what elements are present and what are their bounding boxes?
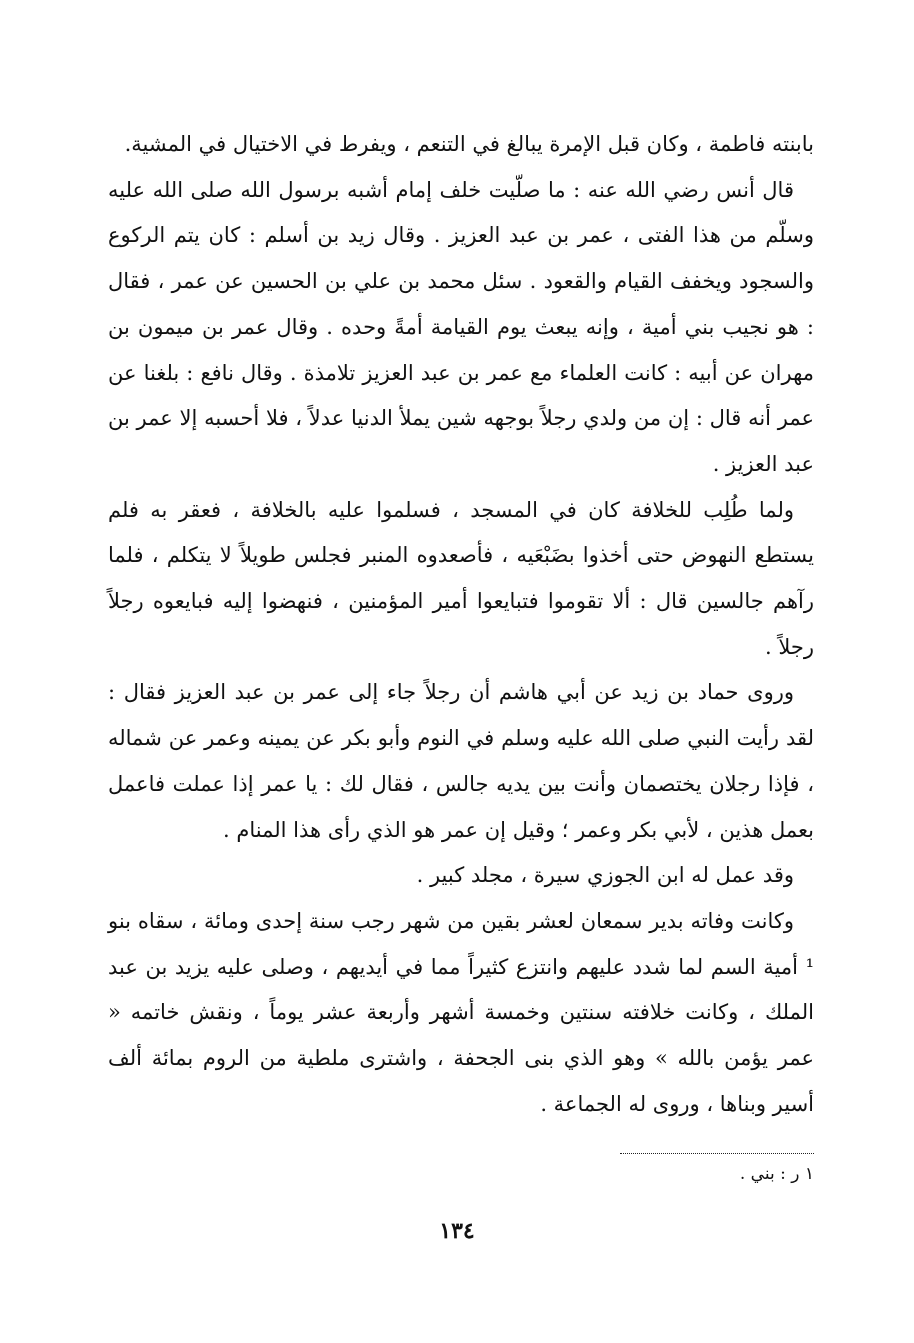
- paragraph-2: قال أنس رضي الله عنه : ما صلّيت خلف إمام أشبه برسول الله صلى الله عليه وسلّم من هذا الفتى ، عمر بن عبد العزيز . وقال زيد بن أسلم : كان يتم الركوع والسجود ويخفف القيام والقعود . سئل محمد بن علي بن الحسين عن عمر ، فقال : هو نجيب بني أمية ، وإنه يبعث يوم القيامة أمةً وحده . وقال عمر بن ميمون بن مهران عن أبيه : كانت العلماء مع عمر بن عبد العزيز تلامذة . وقال نافع : بلغنا عن عمر أنه قال : إن من ولدي رجلاً بوجهه شين يملأ الدنيا عدلاً ، فلا أحسبه إلا عمر بن عبد العزيز .: [108, 177, 814, 476]
- paragraph-1: بابنته فاطمة ، وكان قبل الإمرة يبالغ في التنعم ، ويفرط في الاختيال في المشية.: [124, 132, 814, 156]
- main-text: [108, 122, 814, 1127]
- paragraph-4: وروى حماد بن زيد عن أبي هاشم أن رجلاً جاء إلى عمر بن عبد العزيز فقال : لقد رأيت النبي صلى الله عليه وسلم في النوم وأبو بكر عن يمينه وعمر عن شماله ، فإذا رجلان يختصمان وأنت بين يديه جالس ، فقال لك : يا عمر إذا عملت فاعمل بعمل هذين ، لأبي بكر وعمر ؛ وقيل إن عمر هو الذي رأى هذا المنام .: [108, 680, 814, 842]
- paragraph-3: ولما طُلِب للخلافة كان في المسجد ، فسلموا عليه بالخلافة ، فعقر به فلم يستطع النهوض حتى أخذوا بضَبْعَيه ، فأصعدوه المنبر فجلس طويلاً لا يتكلم ، فلما رآهم جالسين قال : ألا تقوموا فتبايعوا أمير المؤمنين ، فنهضوا إليه فبايعوه رجلاً رجلاً .: [108, 497, 814, 659]
- footnote-divider: [620, 1153, 814, 1154]
- page-number: ١٣٤: [439, 1218, 475, 1244]
- paragraph-5: وقد عمل له ابن الجوزي سيرة ، مجلد كبير .: [416, 863, 794, 888]
- paragraph-6: وكانت وفاته بدير سمعان لعشر بقين من شهر رجب سنة إحدى ومائة ، سقاه بنو ¹ أمية السم لما شدد عليهم وانتزع كثيراً مما في أيديهم ، وصلى عليه يزيد بن عبد الملك ، وكانت خلافته سنتين وخمسة أشهر وأربعة عشر يوماً ، ونقش خاتمه « عمر يؤمن بالله » وهو الذي بنى الجحفة ، واشترى ملطية من الروم بمائة ألف أسير وبناها ، وروى له الجماعة .: [108, 908, 814, 1116]
- footnote: ١ ر : بني .: [739, 1164, 814, 1184]
